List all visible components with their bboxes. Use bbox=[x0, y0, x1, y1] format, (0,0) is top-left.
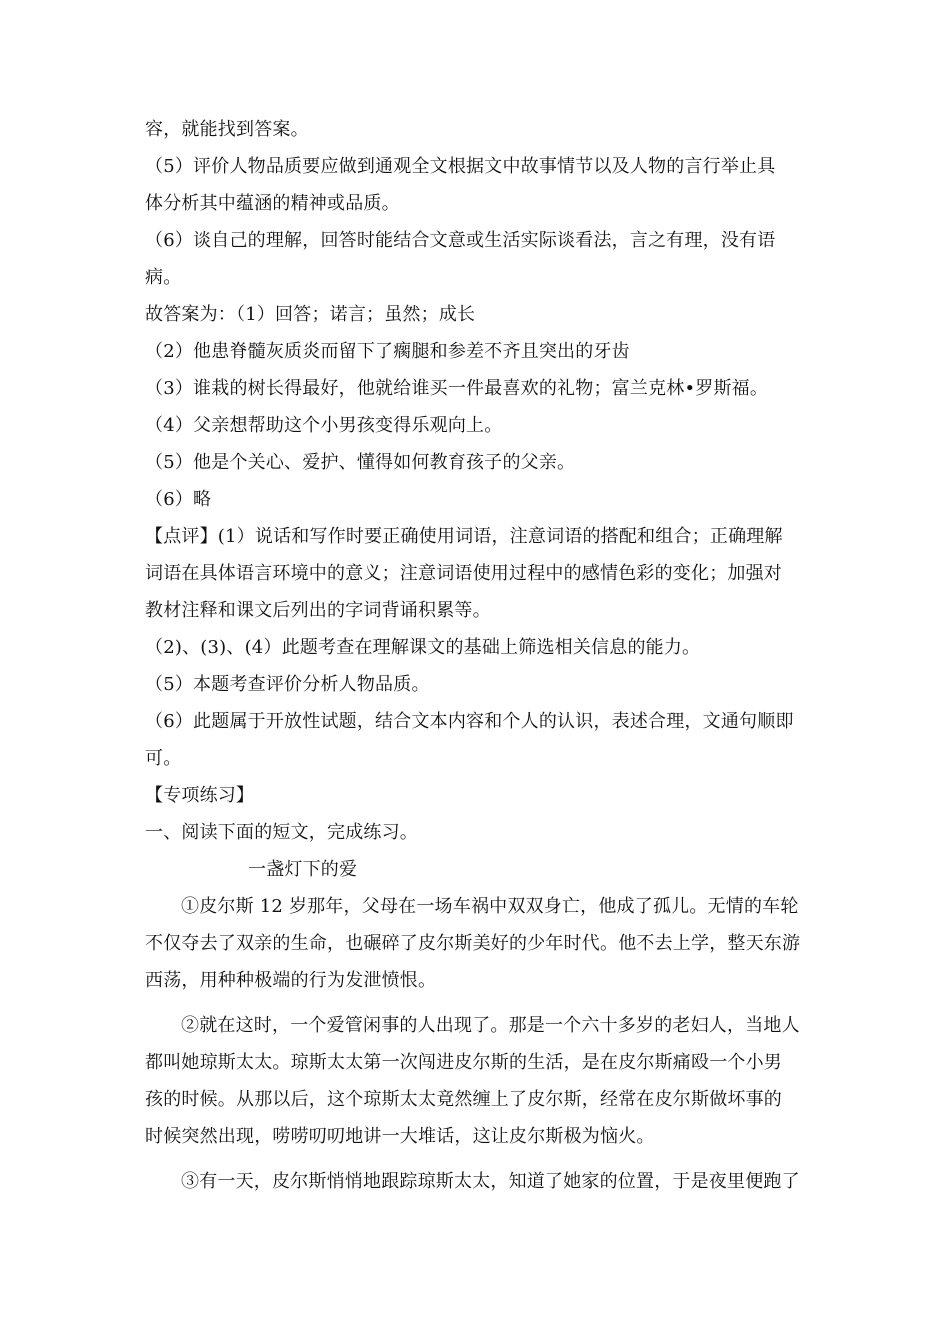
comment-line: （5）本题考查评价分析人物品质。 bbox=[145, 674, 430, 695]
text-line: 容，就能找到答案。 bbox=[145, 119, 309, 140]
text-line: 故答案为：（1）回答；诺言；虽然；成长 bbox=[145, 304, 476, 325]
story-title: 一盏灯下的爱 bbox=[248, 859, 358, 880]
text-line: （6）略 bbox=[145, 489, 212, 510]
comment-section bbox=[145, 518, 810, 777]
text-line: （3）谁栽的树长得最好，他就给谁买一件最喜欢的礼物；富兰克林•罗斯福。 bbox=[145, 378, 769, 399]
story-paragraph-3 bbox=[145, 1163, 810, 1200]
paragraph-line: 都叫她琼斯太太。琼斯太太第一次闯进皮尔斯的生活，是在皮尔斯痛殴一个小男 bbox=[145, 1052, 782, 1073]
document-page bbox=[145, 111, 810, 1200]
paragraph-line: 西荡，用种种极端的行为发泄愤恨。 bbox=[145, 970, 437, 991]
text-line: （6）谈自己的理解，回答时能结合文意或生活实际谈看法，言之有理，没有语 bbox=[145, 230, 776, 251]
comment-line: 【点评】(1）说话和写作时要正确使用词语，注意词语的搭配和组合；正确理解 bbox=[145, 526, 783, 547]
text-line: 体分析其中蕴涵的精神或品质。 bbox=[145, 193, 400, 214]
paragraph-line: ②就在这时，一个爱管闲事的人出现了。那是一个六十多岁的老妇人，当地人 bbox=[181, 1015, 800, 1036]
section-heading: 【专项练习】 bbox=[145, 785, 255, 806]
paragraph-line: ①皮尔斯 12 岁那年，父母在一场车祸中双双身亡，他成了孤儿。无情的车轮 bbox=[181, 896, 799, 917]
paragraph-line: 孩的时候。从那以后，这个琼斯太太竟然缠上了皮尔斯，经常在皮尔斯做坏事的 bbox=[145, 1089, 782, 1110]
comment-line: 教材注释和课文后列出的字词背诵积累等。 bbox=[145, 600, 491, 621]
comment-line: 词语在具体语言环境中的意义；注意词语使用过程中的感情色彩的变化；加强对 bbox=[145, 563, 782, 584]
comment-line: （6）此题属于开放性试题，结合文本内容和个人的认识，表述合理，文通句顺即 bbox=[145, 711, 794, 732]
comment-line: （2)、(3)、(4）此题考查在理解课文的基础上筛选相关信息的能力。 bbox=[145, 637, 701, 658]
exercise-instruction: 一、阅读下面的短文，完成练习。 bbox=[145, 822, 418, 843]
text-line: （4）父亲想帮助这个小男孩变得乐观向上。 bbox=[145, 415, 503, 436]
practice-section bbox=[145, 777, 810, 1200]
text-line: （2）他患脊髓灰质炎而留下了瘸腿和参差不齐且突出的牙齿 bbox=[145, 341, 630, 362]
paragraph-line: ③有一天，皮尔斯悄悄地跟踪琼斯太太，知道了她家的位置，于是夜里便跑了 bbox=[181, 1171, 800, 1192]
text-line: （5）他是个关心、爱护、懂得如何教育孩子的父亲。 bbox=[145, 452, 576, 473]
paragraph-line: 不仅夺去了双亲的生命，也碾碎了皮尔斯美好的少年时代。他不去上学，整天东游 bbox=[145, 933, 801, 954]
text-line: 病。 bbox=[145, 267, 182, 288]
comment-line: 可。 bbox=[145, 748, 182, 769]
paragraph-line: 时候突然出现，唠唠叨叨地讲一大堆话，这让皮尔斯极为恼火。 bbox=[145, 1126, 655, 1147]
story-paragraph-1 bbox=[145, 888, 810, 999]
answer-section bbox=[145, 111, 810, 518]
text-line: （5）评价人物品质要应做到通观全文根据文中故事情节以及人物的言行举止具 bbox=[145, 156, 776, 177]
story-paragraph-2 bbox=[145, 1007, 810, 1155]
